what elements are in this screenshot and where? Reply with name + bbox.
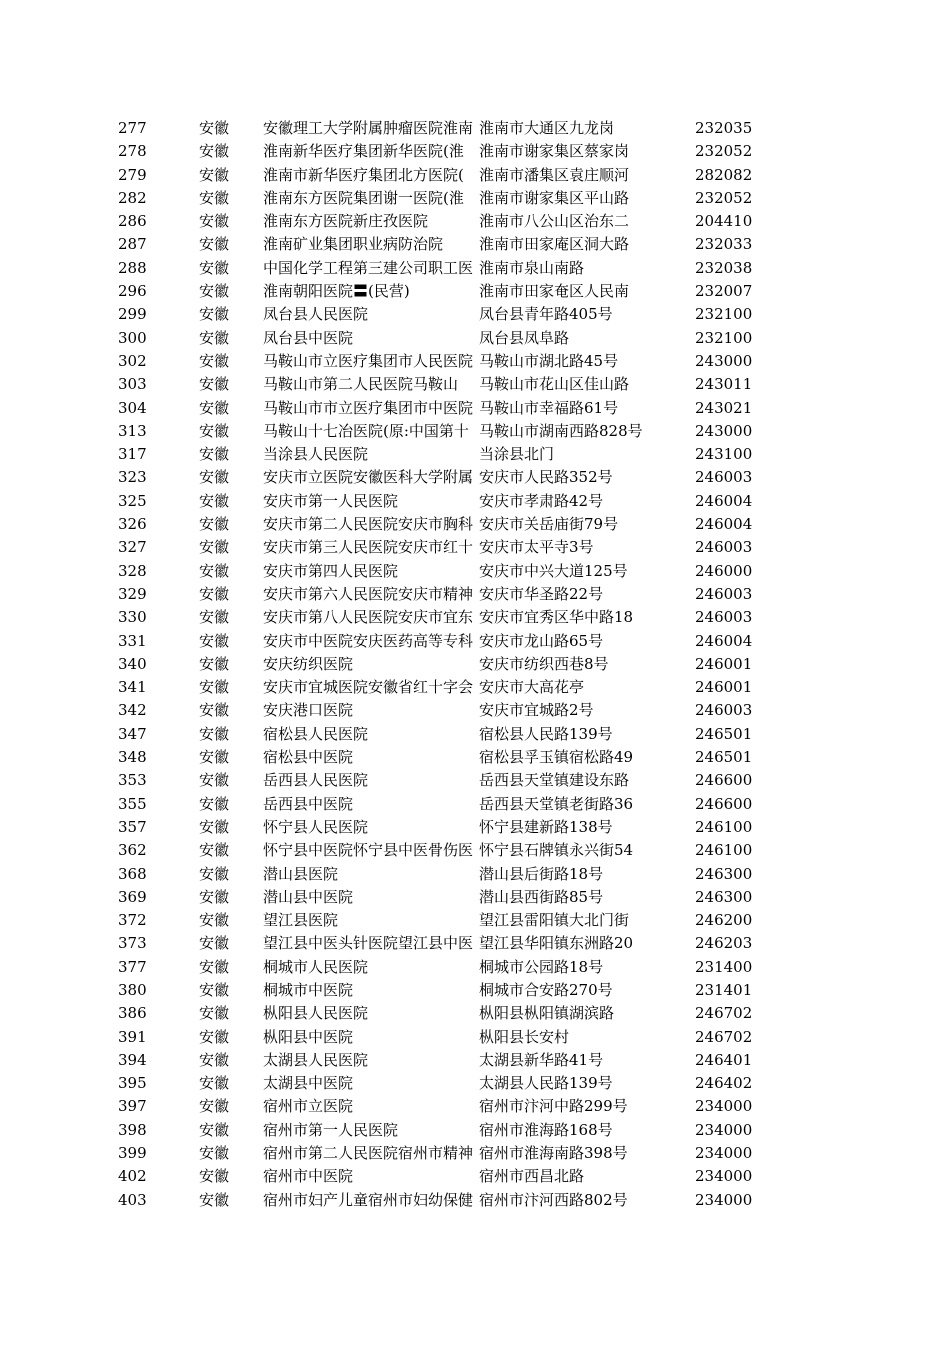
province-cell: 安徽: [199, 1004, 230, 1023]
postal-code-cell: 246600: [695, 794, 753, 813]
table-row: [0, 210, 950, 233]
hospital-name-cell: 安庆市宜城医院安徽省红十字会: [263, 678, 474, 697]
province-cell: 安徽: [199, 119, 230, 137]
hospital-name-cell: 淮南新华医疗集团新华医院(淮: [263, 142, 464, 161]
table-row: [0, 1119, 950, 1142]
province-cell: 安徽: [199, 748, 230, 767]
address-cell: 宿州市汴河中路299号: [479, 1097, 628, 1116]
province-cell: 安徽: [199, 1074, 230, 1093]
row-number: 394: [118, 1050, 147, 1069]
province-cell: 安徽: [199, 1027, 230, 1046]
address-cell: 马鞍山市湖北路45号: [479, 351, 619, 370]
address-cell: 安庆市纺织西巷8号: [479, 654, 609, 673]
hospital-name-cell: 安庆纺织医院: [263, 654, 354, 673]
province-cell: 安徽: [199, 165, 230, 184]
table-row: [0, 1095, 950, 1118]
address-cell: 淮南市谢家集区平山路: [479, 188, 630, 207]
table-row: [0, 187, 950, 210]
province-cell: 安徽: [199, 375, 230, 394]
hospital-name-cell: 安庆市第八人民医院安庆市宜东: [263, 608, 474, 627]
province-cell: 安徽: [199, 445, 230, 464]
address-cell: 枞阳县长安村: [479, 1027, 570, 1046]
address-cell: 望江县华阳镇东洲路20: [479, 934, 634, 953]
postal-code-cell: 232100: [695, 305, 753, 324]
hospital-name-cell: 凤台县人民医院: [263, 305, 369, 324]
postal-code-cell: 246702: [695, 1027, 753, 1046]
province-cell: 安徽: [199, 841, 230, 860]
province-cell: 安徽: [199, 561, 230, 580]
postal-code-cell: 246501: [695, 724, 753, 743]
hospital-name-cell: 安徽理工大学附属肿瘤医院淮南: [263, 119, 474, 137]
row-number: 296: [118, 282, 147, 301]
hospital-name-cell: 宿州市第二人民医院宿州市精神: [263, 1144, 474, 1163]
hospital-name-cell: 安庆市中医院安庆医药高等专科: [263, 631, 474, 650]
table-row: [0, 979, 950, 1002]
postal-code-cell: 243011: [695, 375, 753, 394]
row-number: 331: [118, 631, 147, 650]
hospital-name-cell: 马鞍山市市立医疗集团市中医院: [263, 398, 474, 417]
address-cell: 宿州市西昌北路: [479, 1167, 585, 1186]
row-number: 398: [118, 1120, 147, 1139]
table-row: [0, 1002, 950, 1025]
province-cell: 安徽: [199, 934, 230, 953]
province-cell: 安徽: [199, 817, 230, 836]
address-cell: 怀宁县石牌镇永兴街54: [479, 841, 634, 860]
address-cell: 安庆市关岳庙街79号: [479, 515, 619, 534]
row-number: 330: [118, 608, 147, 627]
address-cell: 淮南市泉山南路: [479, 258, 585, 277]
province-cell: 安徽: [199, 701, 230, 720]
hospital-name-cell: 中国化学工程第三建公司职工医: [263, 258, 474, 277]
row-number: 395: [118, 1074, 147, 1093]
row-number: 391: [118, 1027, 147, 1046]
row-number: 302: [118, 351, 147, 370]
hospital-name-cell: 岳西县人民医院: [263, 771, 369, 790]
postal-code-cell: 246702: [695, 1004, 753, 1023]
province-cell: 安徽: [199, 282, 230, 301]
row-number: 348: [118, 748, 147, 767]
postal-code-cell: 246003: [695, 608, 753, 627]
postal-code-cell: 246401: [695, 1050, 753, 1069]
address-cell: 马鞍山市花山区佳山路: [479, 375, 630, 394]
row-number: 329: [118, 584, 147, 603]
address-cell: 潜山县后街路18号: [479, 864, 604, 883]
table-row: [0, 909, 950, 932]
hospital-name-cell: 安庆港口医院: [263, 701, 354, 720]
province-cell: 安徽: [199, 235, 230, 254]
hospital-name-cell: 安庆市立医院安徽医科大学附属: [263, 468, 474, 487]
hospital-name-cell: 淮南东方医院新庄孜医院: [263, 212, 429, 231]
postal-code-cell: 243000: [695, 351, 753, 370]
province-cell: 安徽: [199, 911, 230, 930]
postal-code-cell: 234000: [695, 1167, 753, 1186]
table-row: [0, 466, 950, 489]
postal-code-cell: 234000: [695, 1097, 753, 1116]
row-number: 380: [118, 980, 147, 999]
row-number: 325: [118, 491, 147, 510]
row-number: 355: [118, 794, 147, 813]
hospital-name-cell: 安庆市第四人民医院: [263, 561, 399, 580]
address-cell: 宿州市汴河西路802号: [479, 1190, 628, 1209]
postal-code-cell: 246003: [695, 468, 753, 487]
address-cell: 安庆市龙山路65号: [479, 631, 604, 650]
postal-code-cell: 246004: [695, 491, 753, 510]
table-row: [0, 327, 950, 350]
postal-code-cell: 232033: [695, 235, 753, 254]
row-number: 369: [118, 887, 147, 906]
hospital-name-cell: 安庆市第二人民医院安庆市胸科: [263, 515, 474, 534]
province-cell: 安徽: [199, 724, 230, 743]
address-cell: 安庆市中兴大道125号: [479, 561, 628, 580]
hospital-name-cell: 宿松县人民医院: [263, 724, 369, 743]
province-cell: 安徽: [199, 1190, 230, 1209]
postal-code-cell: 243000: [695, 421, 753, 440]
row-number: 323: [118, 468, 147, 487]
row-number: 313: [118, 421, 147, 440]
row-number: 342: [118, 701, 147, 720]
province-cell: 安徽: [199, 421, 230, 440]
province-cell: 安徽: [199, 771, 230, 790]
postal-code-cell: 282082: [695, 165, 753, 184]
row-number: 353: [118, 771, 147, 790]
table-row: [0, 1049, 950, 1072]
address-cell: 淮南市潘集区袁庄顺河: [479, 165, 630, 184]
address-cell: 淮南市田家奄区人民南: [479, 282, 630, 301]
address-cell: 凤台县凤阜路: [479, 328, 570, 347]
postal-code-cell: 204410: [695, 212, 753, 231]
address-cell: 望江县雷阳镇大北门街: [479, 911, 630, 930]
table-row: [0, 117, 950, 140]
table-row: [0, 420, 950, 443]
hospital-name-cell: 安庆市第六人民医院安庆市精神: [263, 584, 474, 603]
hospital-name-cell: 岳西县中医院: [263, 794, 354, 813]
hospital-name-cell: 桐城市中医院: [263, 980, 354, 999]
table-row: [0, 932, 950, 955]
address-cell: 安庆市孝肃路42号: [479, 491, 604, 510]
province-cell: 安徽: [199, 1050, 230, 1069]
address-cell: 桐城市公园路18号: [479, 957, 604, 976]
address-cell: 安庆市太平寺3号: [479, 538, 594, 557]
province-cell: 安徽: [199, 258, 230, 277]
province-cell: 安徽: [199, 1120, 230, 1139]
row-number: 347: [118, 724, 147, 743]
province-cell: 安徽: [199, 1097, 230, 1116]
postal-code-cell: 246003: [695, 584, 753, 603]
table-row: [0, 746, 950, 769]
row-number: 299: [118, 305, 147, 324]
address-cell: 马鞍山市湖南西路828号: [479, 421, 643, 440]
province-cell: 安徽: [199, 957, 230, 976]
hospital-name-cell: 潜山县医院: [263, 864, 339, 883]
address-cell: 马鞍山市幸福路61号: [479, 398, 619, 417]
table-row: [0, 630, 950, 653]
address-cell: 当涂县北门: [479, 445, 555, 464]
hospital-name-cell: 淮南矿业集团职业病防治院: [263, 235, 444, 254]
hospital-name-cell: 宿州市妇产儿童宿州市妇幼保健: [263, 1190, 474, 1209]
hospital-table: [0, 117, 950, 1212]
address-cell: 太湖县人民路139号: [479, 1074, 613, 1093]
postal-code-cell: 246004: [695, 515, 753, 534]
table-row: [0, 1142, 950, 1165]
postal-code-cell: 246203: [695, 934, 753, 953]
row-number: 340: [118, 654, 147, 673]
row-number: 287: [118, 235, 147, 254]
province-cell: 安徽: [199, 631, 230, 650]
province-cell: 安徽: [199, 654, 230, 673]
province-cell: 安徽: [199, 515, 230, 534]
hospital-name-cell: 当涂县人民医院: [263, 445, 369, 464]
hospital-name-cell: 宿州市中医院: [263, 1167, 354, 1186]
row-number: 317: [118, 445, 147, 464]
table-row: [0, 303, 950, 326]
postal-code-cell: 243100: [695, 445, 753, 464]
province-cell: 安徽: [199, 794, 230, 813]
province-cell: 安徽: [199, 584, 230, 603]
table-row: [0, 816, 950, 839]
province-cell: 安徽: [199, 887, 230, 906]
postal-code-cell: 232100: [695, 328, 753, 347]
province-cell: 安徽: [199, 468, 230, 487]
table-row: [0, 233, 950, 256]
province-cell: 安徽: [199, 1167, 230, 1186]
postal-code-cell: 232052: [695, 142, 753, 161]
table-row: [0, 1165, 950, 1188]
address-cell: 淮南市大通区九龙岗: [479, 119, 615, 137]
table-row: [0, 606, 950, 629]
postal-code-cell: 246003: [695, 538, 753, 557]
postal-code-cell: 231400: [695, 957, 753, 976]
address-cell: 安庆市人民路352号: [479, 468, 613, 487]
row-number: 373: [118, 934, 147, 953]
table-row: [0, 793, 950, 816]
table-row: [0, 280, 950, 303]
postal-code-cell: 232052: [695, 188, 753, 207]
address-cell: 安庆市宜秀区华中路18: [479, 608, 634, 627]
postal-code-cell: 246004: [695, 631, 753, 650]
address-cell: 潜山县西街路85号: [479, 887, 604, 906]
table-row: [0, 513, 950, 536]
row-number: 362: [118, 841, 147, 860]
address-cell: 宿州市淮海南路398号: [479, 1144, 628, 1163]
address-cell: 太湖县新华路41号: [479, 1050, 604, 1069]
table-row: [0, 886, 950, 909]
postal-code-cell: 234000: [695, 1120, 753, 1139]
postal-code-cell: 246000: [695, 561, 753, 580]
hospital-name-cell: 枞阳县人民医院: [263, 1004, 369, 1023]
hospital-name-cell: 马鞍山市立医疗集团市人民医院: [263, 351, 474, 370]
province-cell: 安徽: [199, 398, 230, 417]
province-cell: 安徽: [199, 305, 230, 324]
row-number: 303: [118, 375, 147, 394]
postal-code-cell: 246100: [695, 841, 753, 860]
address-cell: 淮南市八公山区治东二: [479, 212, 630, 231]
postal-code-cell: 243021: [695, 398, 753, 417]
table-row: [0, 723, 950, 746]
table-row: [0, 373, 950, 396]
postal-code-cell: 246402: [695, 1074, 753, 1093]
postal-code-cell: 246501: [695, 748, 753, 767]
table-row: [0, 839, 950, 862]
province-cell: 安徽: [199, 351, 230, 370]
row-number: 282: [118, 188, 147, 207]
hospital-name-cell: 宿松县中医院: [263, 748, 354, 767]
address-cell: 安庆市华圣路22号: [479, 584, 604, 603]
address-cell: 岳西县天堂镇建设东路: [479, 771, 630, 790]
row-number: 357: [118, 817, 147, 836]
province-cell: 安徽: [199, 491, 230, 510]
row-number: 403: [118, 1190, 147, 1209]
row-number: 377: [118, 957, 147, 976]
hospital-name-cell: 马鞍山十七冶医院(原:中国第十: [263, 421, 469, 440]
row-number: 286: [118, 212, 147, 231]
row-number: 368: [118, 864, 147, 883]
hospital-name-cell: 淮南东方医院集团谢一医院(淮: [263, 188, 464, 207]
province-cell: 安徽: [199, 328, 230, 347]
table-row: [0, 653, 950, 676]
province-cell: 安徽: [199, 212, 230, 231]
table-row: [0, 583, 950, 606]
row-number: 399: [118, 1144, 147, 1163]
hospital-name-cell: 望江县中医头针医院望江县中医: [263, 934, 474, 953]
row-number: 341: [118, 678, 147, 697]
hospital-name-cell: 怀宁县中医院怀宁县中医骨伤医: [263, 841, 474, 860]
hospital-name-cell: 宿州市第一人民医院: [263, 1120, 399, 1139]
address-cell: 岳西县天堂镇老街路36: [479, 794, 634, 813]
postal-code-cell: 246001: [695, 678, 753, 697]
hospital-name-cell: 桐城市人民医院: [263, 957, 369, 976]
hospital-name-cell: 淮南市新华医疗集团北方医院(: [263, 165, 464, 184]
hospital-name-cell: 怀宁县人民医院: [263, 817, 369, 836]
row-number: 278: [118, 142, 147, 161]
row-number: 328: [118, 561, 147, 580]
table-row: [0, 1189, 950, 1212]
postal-code-cell: 246200: [695, 911, 753, 930]
table-row: [0, 1072, 950, 1095]
address-cell: 枞阳县枞阳镇湖滨路: [479, 1004, 615, 1023]
address-cell: 凤台县青年路405号: [479, 305, 613, 324]
postal-code-cell: 246300: [695, 887, 753, 906]
province-cell: 安徽: [199, 188, 230, 207]
hospital-name-cell: 枞阳县中医院: [263, 1027, 354, 1046]
hospital-name-cell: 马鞍山市第二人民医院马鞍山: [263, 375, 459, 394]
table-row: [0, 536, 950, 559]
province-cell: 安徽: [199, 608, 230, 627]
table-row: [0, 769, 950, 792]
address-cell: 淮南市谢家集区蔡家岗: [479, 142, 630, 161]
postal-code-cell: 246600: [695, 771, 753, 790]
row-number: 402: [118, 1167, 147, 1186]
postal-code-cell: 232007: [695, 282, 753, 301]
address-cell: 怀宁县建新路138号: [479, 817, 613, 836]
postal-code-cell: 246100: [695, 817, 753, 836]
table-row: [0, 1026, 950, 1049]
row-number: 326: [118, 515, 147, 534]
address-cell: 淮南市田家庵区洞大路: [479, 235, 630, 254]
postal-code-cell: 231401: [695, 980, 753, 999]
province-cell: 安徽: [199, 538, 230, 557]
hospital-name-cell: 宿州市立医院: [263, 1097, 354, 1116]
table-row: [0, 699, 950, 722]
postal-code-cell: 232035: [695, 119, 753, 137]
table-row: [0, 443, 950, 466]
address-cell: 桐城市合安路270号: [479, 980, 613, 999]
postal-code-cell: 246001: [695, 654, 753, 673]
table-row: [0, 956, 950, 979]
table-row: [0, 560, 950, 583]
table-row: [0, 863, 950, 886]
row-number: 300: [118, 328, 147, 347]
hospital-name-cell: 淮南朝阳医院〓(民营): [263, 282, 410, 301]
table-row: [0, 490, 950, 513]
hospital-name-cell: 凤台县中医院: [263, 328, 354, 347]
row-number: 397: [118, 1097, 147, 1116]
province-cell: 安徽: [199, 1144, 230, 1163]
hospital-name-cell: 安庆市第一人民医院: [263, 491, 399, 510]
province-cell: 安徽: [199, 980, 230, 999]
province-cell: 安徽: [199, 678, 230, 697]
postal-code-cell: 234000: [695, 1144, 753, 1163]
row-number: 288: [118, 258, 147, 277]
hospital-name-cell: 太湖县人民医院: [263, 1050, 369, 1069]
address-cell: 安庆市宜城路2号: [479, 701, 594, 720]
address-cell: 宿松县孚玉镇宿松路49: [479, 748, 634, 767]
address-cell: 宿松县人民路139号: [479, 724, 613, 743]
postal-code-cell: 246003: [695, 701, 753, 720]
table-row: [0, 397, 950, 420]
table-row: [0, 676, 950, 699]
table-row: [0, 257, 950, 280]
hospital-name-cell: 望江县医院: [263, 911, 339, 930]
hospital-name-cell: 安庆市第三人民医院安庆市红十: [263, 538, 474, 557]
row-number: 327: [118, 538, 147, 557]
address-cell: 安庆市大高花亭: [479, 678, 585, 697]
hospital-name-cell: 潜山县中医院: [263, 887, 354, 906]
postal-code-cell: 234000: [695, 1190, 753, 1209]
row-number: 386: [118, 1004, 147, 1023]
row-number: 372: [118, 911, 147, 930]
row-number: 277: [118, 119, 147, 137]
postal-code-cell: 246300: [695, 864, 753, 883]
postal-code-cell: 232038: [695, 258, 753, 277]
row-number: 304: [118, 398, 147, 417]
address-cell: 宿州市淮海路168号: [479, 1120, 613, 1139]
table-row: [0, 164, 950, 187]
table-row: [0, 350, 950, 373]
hospital-name-cell: 太湖县中医院: [263, 1074, 354, 1093]
province-cell: 安徽: [199, 864, 230, 883]
province-cell: 安徽: [199, 142, 230, 161]
row-number: 279: [118, 165, 147, 184]
table-row: [0, 140, 950, 163]
